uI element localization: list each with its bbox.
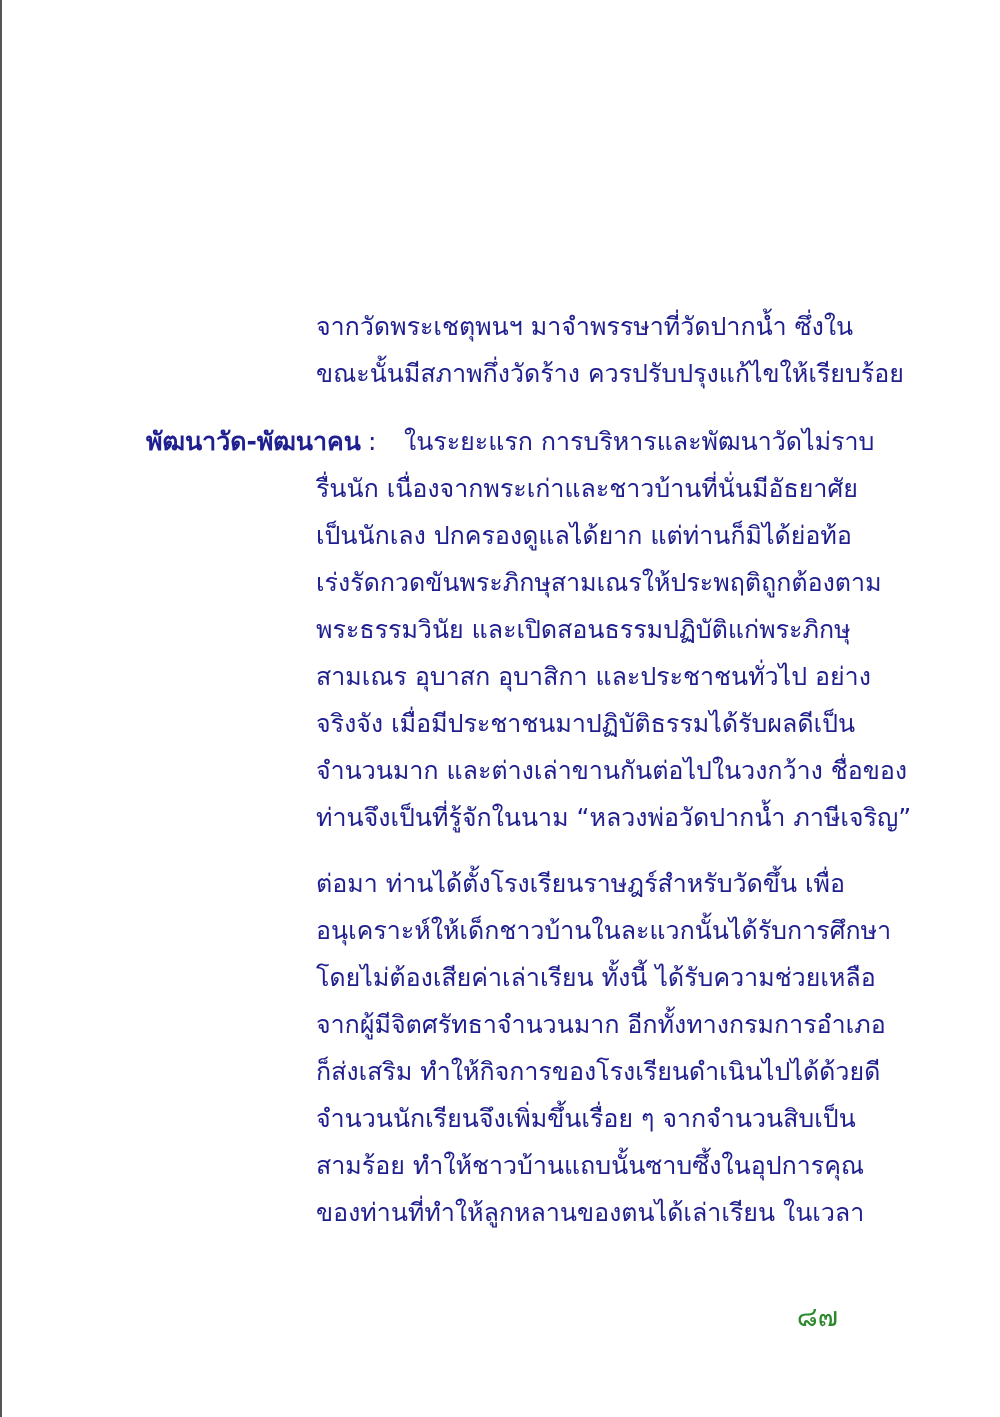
text-line: รื่นนัก เนื่องจากพระเก่าและชาวบ้านที่นั่นมีอัธยาศัย: [316, 474, 858, 503]
text-line: ท่านจึงเป็นที่รู้จักในนาม “หลวงพ่อวัดปากน้ำ ภาษีเจริญ”: [316, 803, 912, 832]
text-line: ขณะนั้นมีสภาพกึ่งวัดร้าง ควรปรับปรุงแก้ไขให้เรียบร้อย: [316, 359, 904, 388]
text-line: จำนวนนักเรียนจึงเพิ่มขึ้นเรื่อย ๆ จากจำนวนสิบเป็น: [316, 1104, 856, 1133]
text-line: ในระยะแรก การบริหารและพัฒนาวัดไม่ราบ: [404, 427, 875, 456]
text-line: จากผู้มีจิตศรัทธาจำนวนมาก อีกทั้งทางกรมการอำเภอ: [316, 1010, 886, 1039]
text-line: ก็ส่งเสริม ทำให้กิจการของโรงเรียนดำเนินไปได้ด้วยดี: [316, 1057, 881, 1086]
text-line: สามเณร อุบาสก อุบาสิกา และประชาชนทั่วไป อย่าง: [316, 662, 871, 691]
text-line: เร่งรัดกวดขันพระภิกษุสามเณรให้ประพฤติถูกต้องตาม: [316, 568, 882, 597]
text-line: อนุเคราะห์ให้เด็กชาวบ้านในละแวกนั้นได้รับการศึกษา: [316, 916, 892, 945]
text-line: สามร้อย ทำให้ชาวบ้านแถบนั้นซาบซึ้งในอุปการคุณ: [316, 1151, 865, 1180]
text-line: เป็นนักเลง ปกครองดูแลได้ยาก แต่ท่านก็มิได้ย่อท้อ: [316, 521, 852, 550]
text-line: จากวัดพระเชตุพนฯ มาจำพรรษาที่วัดปากน้ำ ซึ่งใน: [316, 312, 854, 341]
heading-colon: :: [368, 427, 377, 456]
text-line: จริงจัง เมื่อมีประชาชนมาปฏิบัติธรรมได้รับผลดีเป็น: [316, 709, 856, 738]
text-line: ของท่านที่ทำให้ลูกหลานของตนได้เล่าเรียน ในเวลา: [316, 1198, 865, 1227]
page-binding-edge: [0, 0, 2, 1417]
text-line: โดยไม่ต้องเสียค่าเล่าเรียน ทั้งนี้ ได้รับความช่วยเหลือ: [316, 963, 876, 992]
page-number: ๘๗: [796, 1302, 838, 1333]
text-line: ต่อมา ท่านได้ตั้งโรงเรียนราษฎร์สำหรับวัดขึ้น เพื่อ: [316, 869, 846, 898]
text-line: พระธรรมวินัย และเปิดสอนธรรมปฏิบัติแก่พระภิกษุ: [316, 615, 851, 644]
text-line: จำนวนมาก และต่างเล่าขานกันต่อไปในวงกว้าง ชื่อของ: [316, 756, 908, 785]
section-heading: พัฒนาวัด-พัฒนาคน: [146, 427, 361, 456]
